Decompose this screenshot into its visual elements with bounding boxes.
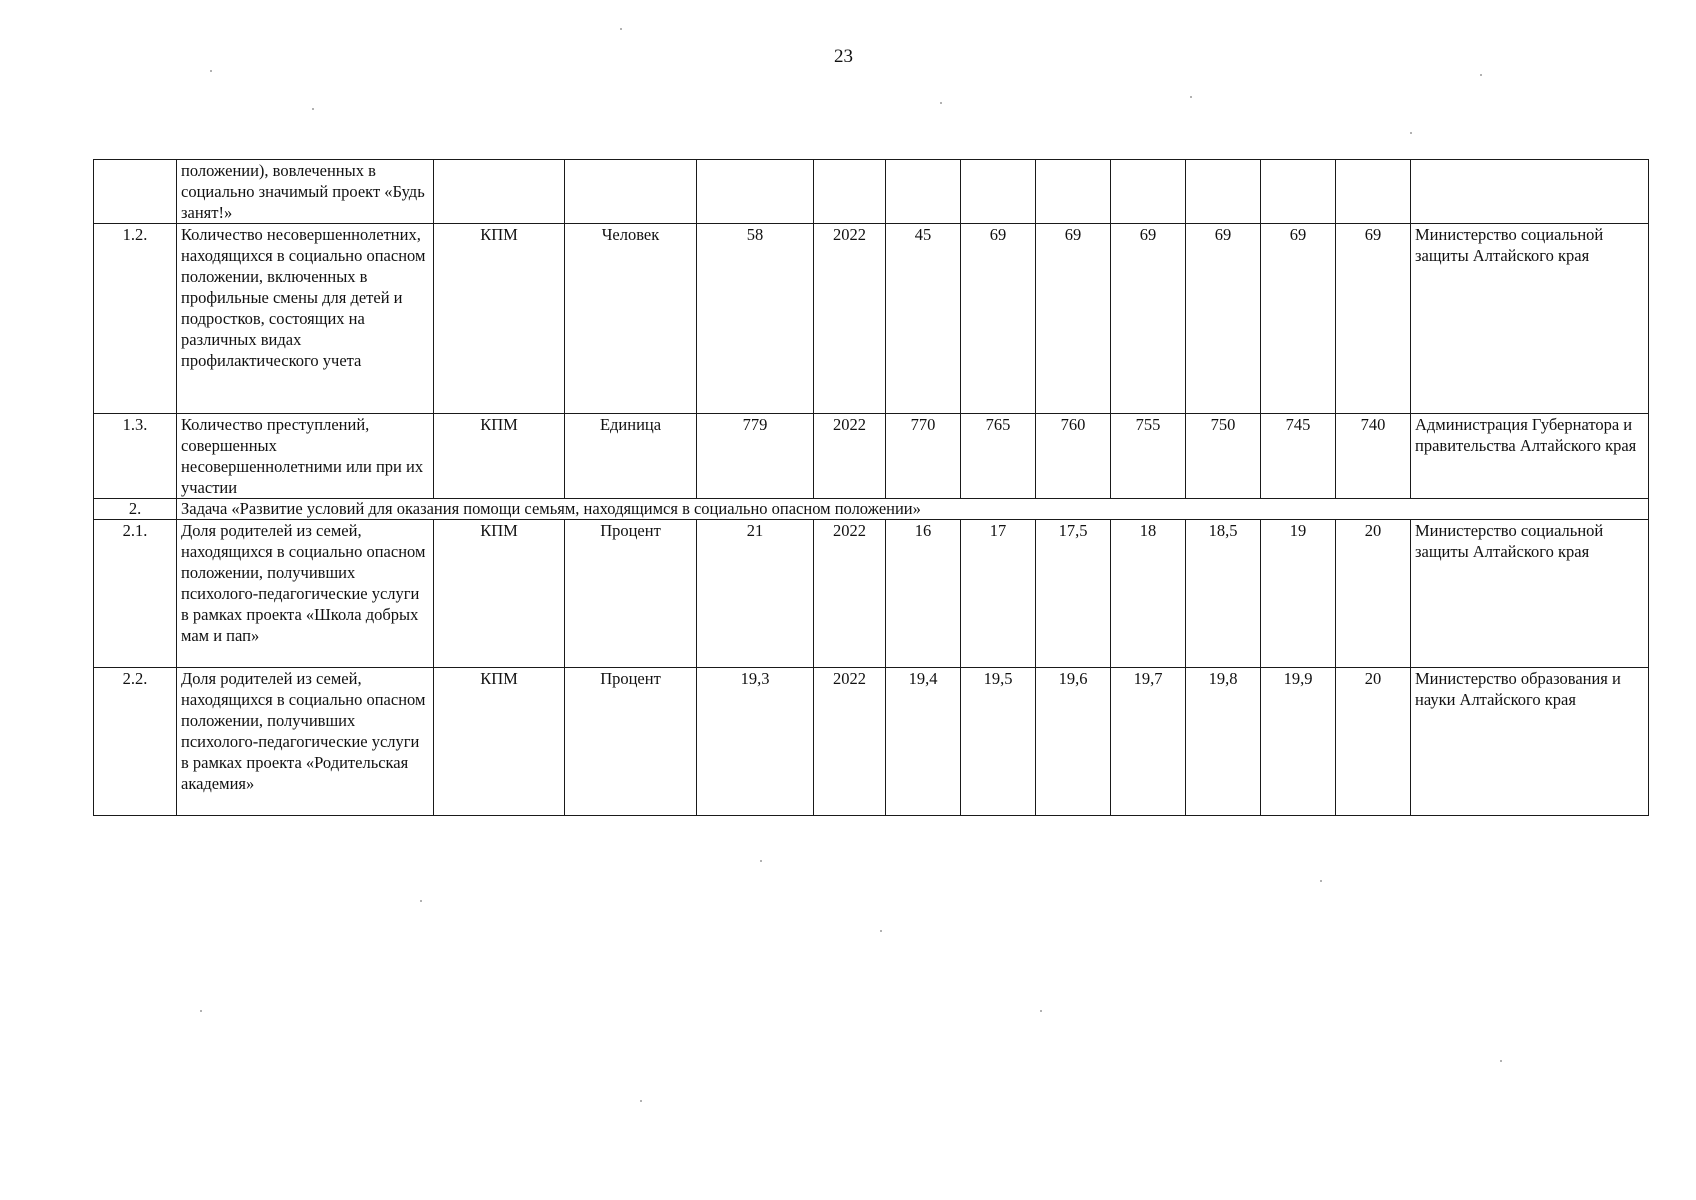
cell-value: 740 (1336, 414, 1411, 499)
cell-base-year: 2022 (814, 520, 886, 668)
cell-value: 69 (1111, 224, 1186, 414)
cell-base-value: 58 (697, 224, 814, 414)
cell-value: 69 (1336, 224, 1411, 414)
cell-base-value: 21 (697, 520, 814, 668)
cell-name: Количество несовершеннолетних, находящихся в социально опасном положении, включенных в профильные смены для детей и подростков, состоящих на различных видах профилактического учета (177, 224, 434, 414)
cell-value: 19,5 (961, 668, 1036, 816)
cell-type: КПМ (434, 520, 565, 668)
cell-num: 2. (94, 499, 177, 520)
cell-value (1186, 160, 1261, 224)
cell-name: Доля родителей из семей, находящихся в социально опасном положении, получивших психолого-педагогические услуги в рамках проекта «Школа добрых мам и пап» (177, 520, 434, 668)
cell-base-year (814, 160, 886, 224)
cell-value: 17,5 (1036, 520, 1111, 668)
cell-base-value: 19,3 (697, 668, 814, 816)
cell-num: 2.2. (94, 668, 177, 816)
cell-name: Доля родителей из семей, находящихся в социально опасном положении, получивших психолого-педагогические услуги в рамках проекта «Родительская академия» (177, 668, 434, 816)
cell-unit: Процент (565, 520, 697, 668)
cell-value (1111, 160, 1186, 224)
cell-value: 19,4 (886, 668, 961, 816)
cell-value: 760 (1036, 414, 1111, 499)
cell-value: 745 (1261, 414, 1336, 499)
cell-unit: Человек (565, 224, 697, 414)
cell-type (434, 160, 565, 224)
cell-num: 1.2. (94, 224, 177, 414)
page-number: 23 (834, 46, 853, 67)
cell-num: 1.3. (94, 414, 177, 499)
cell-responsible (1411, 160, 1649, 224)
cell-responsible: Министерство социальной защиты Алтайского края (1411, 520, 1649, 668)
cell-responsible: Министерство социальной защиты Алтайского края (1411, 224, 1649, 414)
cell-value: 45 (886, 224, 961, 414)
cell-value: 16 (886, 520, 961, 668)
cell-value: 18 (1111, 520, 1186, 668)
cell-base-year: 2022 (814, 668, 886, 816)
table-row-2-2 (94, 668, 1649, 816)
cell-unit (565, 160, 697, 224)
table-row-continuation (94, 160, 1649, 224)
cell-value: 19,9 (1261, 668, 1336, 816)
table-row-1-2 (94, 224, 1649, 414)
indicators-table (93, 159, 1649, 816)
cell-num (94, 160, 177, 224)
cell-responsible: Администрация Губернатора и правительства Алтайского края (1411, 414, 1649, 499)
cell-value: 20 (1336, 668, 1411, 816)
cell-name: положении), вовлеченных в социально значимый проект «Будь занят!» (177, 160, 434, 224)
cell-responsible: Министерство образования и науки Алтайского края (1411, 668, 1649, 816)
cell-type: КПМ (434, 668, 565, 816)
table-row-2-1 (94, 520, 1649, 668)
task-title: Задача «Развитие условий для оказания помощи семьям, находящимся в социально опасном положении» (177, 499, 1649, 520)
cell-value: 69 (961, 224, 1036, 414)
cell-base-value: 779 (697, 414, 814, 499)
cell-unit: Процент (565, 668, 697, 816)
cell-value (1336, 160, 1411, 224)
cell-value (1036, 160, 1111, 224)
cell-type: КПМ (434, 414, 565, 499)
cell-value: 18,5 (1186, 520, 1261, 668)
cell-value: 765 (961, 414, 1036, 499)
table-row-1-3 (94, 414, 1649, 499)
cell-value: 19,6 (1036, 668, 1111, 816)
cell-unit: Единица (565, 414, 697, 499)
cell-value: 20 (1336, 520, 1411, 668)
cell-value (886, 160, 961, 224)
cell-base-value (697, 160, 814, 224)
cell-value (1261, 160, 1336, 224)
cell-value: 19 (1261, 520, 1336, 668)
cell-base-year: 2022 (814, 224, 886, 414)
cell-value: 19,8 (1186, 668, 1261, 816)
cell-value: 17 (961, 520, 1036, 668)
cell-value: 69 (1261, 224, 1336, 414)
cell-value: 755 (1111, 414, 1186, 499)
cell-value (961, 160, 1036, 224)
cell-num: 2.1. (94, 520, 177, 668)
cell-value: 770 (886, 414, 961, 499)
cell-base-year: 2022 (814, 414, 886, 499)
table-row-task-2 (94, 499, 1649, 520)
cell-value: 69 (1186, 224, 1261, 414)
cell-name: Количество преступлений, совершенных несовершеннолетними или при их участии (177, 414, 434, 499)
cell-value: 750 (1186, 414, 1261, 499)
cell-value: 69 (1036, 224, 1111, 414)
cell-value: 19,7 (1111, 668, 1186, 816)
cell-type: КПМ (434, 224, 565, 414)
